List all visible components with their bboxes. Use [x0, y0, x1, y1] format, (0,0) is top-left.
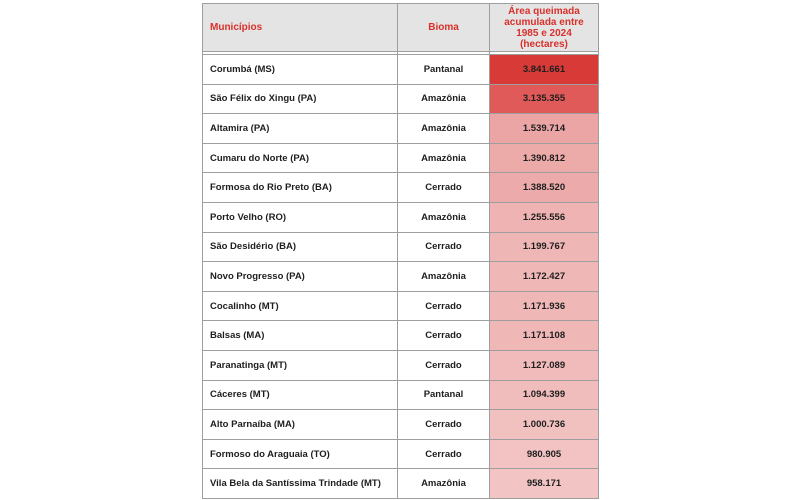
table-row	[203, 439, 599, 469]
table-row	[203, 173, 599, 203]
cell-municipio: Vila Bela da Santíssima Trindade (MT)	[203, 469, 398, 499]
table-body	[203, 52, 599, 499]
cell-municipio: Altamira (PA)	[203, 114, 398, 144]
cell-area: 958.171	[490, 469, 599, 499]
cell-bioma: Cerrado	[398, 410, 490, 440]
cell-bioma: Cerrado	[398, 350, 490, 380]
cell-bioma: Cerrado	[398, 291, 490, 321]
burned-area-table	[202, 3, 599, 499]
table-header	[203, 4, 599, 52]
cell-bioma: Cerrado	[398, 321, 490, 351]
cell-bioma: Amazônia	[398, 114, 490, 144]
cell-bioma: Cerrado	[398, 232, 490, 262]
cell-bioma: Cerrado	[398, 439, 490, 469]
cell-municipio: Cocalinho (MT)	[203, 291, 398, 321]
header-bioma: Bioma	[398, 4, 490, 52]
table-row	[203, 84, 599, 114]
cell-municipio: São Desidério (BA)	[203, 232, 398, 262]
cell-municipio: Alto Parnaíba (MA)	[203, 410, 398, 440]
table-row	[203, 55, 599, 85]
cell-bioma: Amazônia	[398, 262, 490, 292]
cell-municipio: Cumaru do Norte (PA)	[203, 143, 398, 173]
cell-area: 1.539.714	[490, 114, 599, 144]
cell-area: 3.135.355	[490, 84, 599, 114]
cell-municipio: Formosa do Rio Preto (BA)	[203, 173, 398, 203]
header-row	[203, 4, 599, 52]
cell-bioma: Pantanal	[398, 55, 490, 85]
table-row	[203, 410, 599, 440]
cell-municipio: Balsas (MA)	[203, 321, 398, 351]
cell-municipio: Porto Velho (RO)	[203, 202, 398, 232]
cell-area: 1.171.108	[490, 321, 599, 351]
cell-bioma: Amazônia	[398, 202, 490, 232]
cell-municipio: São Félix do Xingu (PA)	[203, 84, 398, 114]
cell-municipio: Corumbá (MS)	[203, 55, 398, 85]
table-row	[203, 321, 599, 351]
table-row	[203, 262, 599, 292]
table-row	[203, 469, 599, 499]
cell-municipio: Formoso do Araguaia (TO)	[203, 439, 398, 469]
table-row	[203, 143, 599, 173]
cell-area: 1.199.767	[490, 232, 599, 262]
cell-area: 1.255.556	[490, 202, 599, 232]
table-row	[203, 350, 599, 380]
cell-bioma: Amazônia	[398, 469, 490, 499]
burned-area-table-container	[202, 3, 598, 496]
header-area: Área queimada acumulada entre 1985 e 2024 (hectares)	[490, 4, 599, 52]
cell-area: 1.390.812	[490, 143, 599, 173]
table-row	[203, 114, 599, 144]
cell-area: 980.905	[490, 439, 599, 469]
header-municipio: Municípios	[203, 4, 398, 52]
table-row	[203, 380, 599, 410]
cell-municipio: Novo Progresso (PA)	[203, 262, 398, 292]
cell-area: 3.841.661	[490, 55, 599, 85]
table-row	[203, 291, 599, 321]
cell-bioma: Cerrado	[398, 173, 490, 203]
cell-area: 1.388.520	[490, 173, 599, 203]
cell-bioma: Amazônia	[398, 143, 490, 173]
table-row	[203, 202, 599, 232]
table-row	[203, 232, 599, 262]
cell-area: 1.127.089	[490, 350, 599, 380]
cell-municipio: Cáceres (MT)	[203, 380, 398, 410]
cell-bioma: Amazônia	[398, 84, 490, 114]
cell-bioma: Pantanal	[398, 380, 490, 410]
cell-municipio: Paranatinga (MT)	[203, 350, 398, 380]
cell-area: 1.172.427	[490, 262, 599, 292]
cell-area: 1.000.736	[490, 410, 599, 440]
cell-area: 1.094.399	[490, 380, 599, 410]
cell-area: 1.171.936	[490, 291, 599, 321]
